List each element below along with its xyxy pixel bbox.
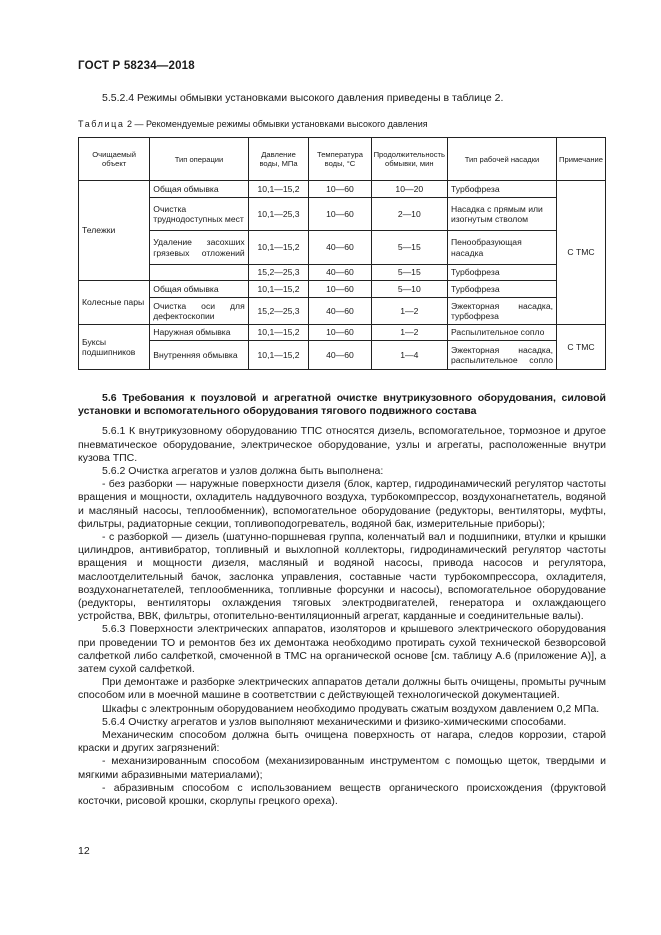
header-cell: Очищаемый объект xyxy=(79,138,150,181)
table-caption xyxy=(78,119,428,129)
page-number: 12 xyxy=(78,845,90,857)
temperature-cell: 10—60 xyxy=(309,281,371,298)
temperature-cell: 10—60 xyxy=(309,181,371,198)
note-cell: С ТМС xyxy=(557,181,606,325)
table-row xyxy=(79,198,606,231)
section-body xyxy=(78,392,606,808)
operation-cell: Наружная обмывка xyxy=(150,325,248,341)
pressure-cell: 10,1—15,2 xyxy=(248,181,309,198)
operation-cell: Общая обмывка xyxy=(150,181,248,198)
duration-cell: 1—2 xyxy=(371,325,447,341)
table-row xyxy=(79,231,606,265)
header-cell: Тип операции xyxy=(150,138,248,181)
operation-cell: Удаление засохших грязевых отложений xyxy=(150,231,248,265)
paragraph: 5.6.2 Очистка агрегатов и узлов должна быть выполнена: xyxy=(102,465,384,478)
table-row xyxy=(79,281,606,298)
table-caption-text: 2 — Рекомендуемые режимы обмывки установками высокого давления xyxy=(127,119,428,129)
duration-cell: 2—10 xyxy=(371,198,447,231)
operation-cell: Внутренняя обмывка xyxy=(150,341,248,370)
object-cell: Колесные пары xyxy=(79,281,150,325)
operation-cell: Очистка оси для дефектоскопии xyxy=(150,298,248,325)
nozzle-cell: Пенообразующая насадка xyxy=(447,231,556,265)
intro-paragraph: 5.5.2.4 Режимы обмывки установками высокого давления приведены в таблице 2. xyxy=(102,92,504,104)
temperature-cell: 40—60 xyxy=(309,341,371,370)
pressure-cell: 10,1—15,2 xyxy=(248,231,309,265)
duration-cell: 5—10 xyxy=(371,281,447,298)
operation-cell xyxy=(150,265,248,281)
duration-cell: 10—20 xyxy=(371,181,447,198)
temperature-cell: 40—60 xyxy=(309,231,371,265)
table-row xyxy=(79,325,606,341)
duration-cell: 5—15 xyxy=(371,265,447,281)
header-cell: Продолжительность обмывки, мин xyxy=(371,138,447,181)
temperature-cell: 10—60 xyxy=(309,325,371,341)
paragraph: Механическим способом должна быть очищена поверхность от нагара, следов коррозии, старой краски и других загрязнений: xyxy=(78,729,606,755)
washing-modes-table xyxy=(78,137,606,370)
nozzle-cell: Насадка с прямым или изогнутым стволом xyxy=(447,198,556,231)
pressure-cell: 10,1—15,2 xyxy=(248,325,309,341)
header-cell: Примечание xyxy=(557,138,606,181)
header-cell: Температура воды, °С xyxy=(309,138,371,181)
duration-cell: 1—4 xyxy=(371,341,447,370)
header-cell: Давление воды, МПа xyxy=(248,138,309,181)
note-cell: С ТМС xyxy=(557,325,606,370)
table-row xyxy=(79,265,606,281)
pressure-cell: 10,1—25,3 xyxy=(248,198,309,231)
temperature-cell: 10—60 xyxy=(309,198,371,231)
pressure-cell: 15,2—25,3 xyxy=(248,298,309,325)
paragraph: - абразивным способом с использованием веществ органического происхождения (фруктовой косточки, рисовой крошки, скорлупы грецкого ореха). xyxy=(78,781,606,808)
nozzle-cell: Эжекторная насадка, турбофреза xyxy=(447,298,556,325)
temperature-cell: 40—60 xyxy=(309,265,371,281)
operation-cell: Общая обмывка xyxy=(150,281,248,298)
table-caption-label: Таблица xyxy=(78,119,125,129)
section-heading: 5.6 Требования к поузловой и агрегатной очистке внутрикузовного оборудования, силовой установки и вспомогательного оборудования тягового подвижного состава xyxy=(78,392,606,418)
duration-cell: 1—2 xyxy=(371,298,447,325)
paragraph: - с разборкой — дизель (шатунно-поршневая группа, коленчатый вал и подшипники, втулки и крышки цилиндров, антивибратор, топливный и выхлопной коллекторы, гидродинамический регулятор частоты вращения и мощности дизеля, масляный и водяной насосы, привода насосов и регулятора, маслоотделительный бачок, заслонка управления, составные части турбокомпрессора, охладителя, воздухонагнетателей, теплообменника, топливные форсунки и насосы), вспомогательное оборудование (редукторы, вентиляторы охлаждения тяговых электродвигателей, генератора и охлаждающего устройства, ВВК, фильтры, отопительно-вентиляционный агрегат, карданные и соединительные валы). xyxy=(78,531,606,623)
operation-cell: Очистка труднодоступных мест xyxy=(150,198,248,231)
table-header-row xyxy=(79,138,606,181)
nozzle-cell: Турбофреза xyxy=(447,181,556,198)
header-cell: Тип рабочей насадки xyxy=(447,138,556,181)
table-row xyxy=(79,181,606,198)
nozzle-cell: Турбофреза xyxy=(447,265,556,281)
object-cell: Буксы подшипников xyxy=(79,325,150,370)
duration-cell: 5—15 xyxy=(371,231,447,265)
paragraph: 5.6.3 Поверхности электрических аппаратов, изоляторов и крышевого электрического оборудования при проведении ТО и ремонтов без их демонтажа необходимо протирать сухой технической безворсовой салфеткой либо салфеткой, смоченной в ТМС на органической основе [см. таблицу А.6 (приложение А)], а затем сухой салфеткой. xyxy=(78,623,606,676)
nozzle-cell: Турбофреза xyxy=(447,281,556,298)
object-cell: Тележки xyxy=(79,181,150,281)
table-row xyxy=(79,341,606,370)
paragraph: - механизированным способом (механизированным инструментом с помощью щеток, твердыми и мягкими абразивными материалами); xyxy=(78,755,606,781)
temperature-cell: 40—60 xyxy=(309,298,371,325)
nozzle-cell: Распылительное сопло xyxy=(447,325,556,341)
nozzle-cell: Эжекторная насадка, распылительное сопло xyxy=(447,341,556,370)
paragraph: 5.6.1 К внутрикузовному оборудованию ТПС относятся дизель, вспомогательное, тормозное и другое пневматическое оборудование, электрическое оборудование, узлы и агрегаты, расположенные внутри кузова ТПС. xyxy=(78,425,606,464)
pressure-cell: 10,1—15,2 xyxy=(248,341,309,370)
paragraph: При демонтаже и разборке электрических аппаратов детали должны быть очищены, промыты ручным способом или в моечной машине в соответствии с действующей технологической документацией. xyxy=(78,676,606,702)
pressure-cell: 15,2—25,3 xyxy=(248,265,309,281)
document-header: ГОСТ Р 58234—2018 xyxy=(78,60,195,72)
pressure-cell: 10,1—15,2 xyxy=(248,281,309,298)
paragraph: 5.6.4 Очистку агрегатов и узлов выполняют механическими и физико-химическими способами. xyxy=(102,715,567,728)
paragraph: - без разборки — наружные поверхности дизеля (блок, картер, гидродинамический регулятор частоты вращения и мощности, охладитель наддувочного воздуха, турбокомпрессор, воздухонагнетатель, водяной и масляный насосы, теплообменник), вспомогательное оборудование (редукторы, вентиляторы, муфты, фильтры, радиаторные секции, топливоподогреватель, водяной бак, измерительные приборы); xyxy=(78,478,606,530)
table-row xyxy=(79,298,606,325)
paragraph: Шкафы с электронным оборудованием необходимо продувать сжатым воздухом давлением 0,2 МПа. xyxy=(102,702,600,715)
